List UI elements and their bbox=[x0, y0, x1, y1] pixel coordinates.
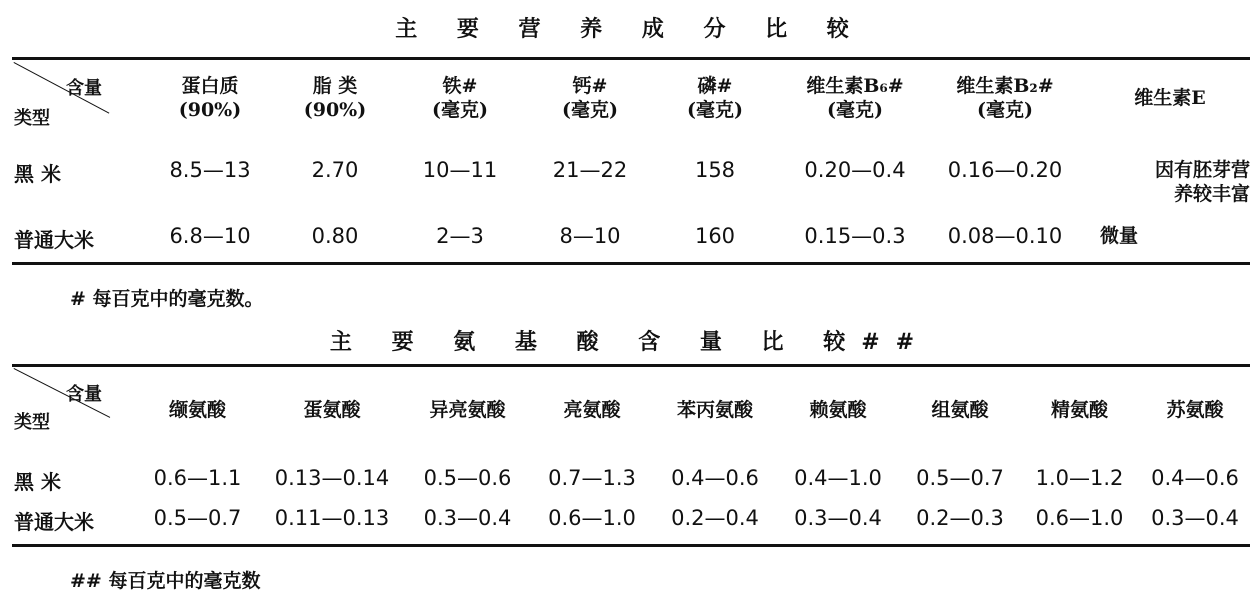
header-line1: 磷# bbox=[697, 75, 733, 97]
table1-corner-bottom: 类型 bbox=[14, 108, 50, 129]
header-line1: 蛋白质 bbox=[181, 75, 239, 97]
header-line2: (毫克) bbox=[687, 99, 743, 121]
table1-cell: 0.16—0.20 bbox=[947, 158, 1063, 182]
header-line1: 维生素B₂# bbox=[956, 75, 1054, 97]
header-line1: 维生素E bbox=[1134, 87, 1206, 109]
table2-footnote: ## 每百克中的毫克数 bbox=[70, 570, 261, 592]
table1-title: 主 要 营 养 成 分 比 较 bbox=[395, 16, 865, 42]
table1-cell: 21—22 bbox=[552, 158, 628, 182]
table2-cell: 0.4—0.6 bbox=[671, 466, 759, 490]
header-line2: (毫克) bbox=[977, 99, 1033, 121]
table1-cell: 8—10 bbox=[559, 224, 621, 248]
table2-cell: 1.0—1.2 bbox=[1035, 466, 1124, 490]
table1-top-rule bbox=[12, 57, 1250, 60]
table2-cell: 0.5—0.7 bbox=[916, 466, 1004, 490]
table2-corner-bottom: 类型 bbox=[14, 412, 50, 433]
table2-header: 苯丙氨酸 bbox=[676, 399, 753, 421]
table2-cell: 0.7—1.3 bbox=[548, 466, 636, 490]
table1-cell: 0.08—0.10 bbox=[947, 224, 1063, 248]
table2-cell: 0.6—1.0 bbox=[548, 506, 636, 530]
table1-header-calcium bbox=[535, 74, 645, 122]
table2-header: 苏氨酸 bbox=[1166, 399, 1224, 421]
table2-header: 缬氨酸 bbox=[168, 399, 226, 421]
table1-header-vitamin-b6 bbox=[790, 74, 920, 122]
table2-cell: 0.3—0.4 bbox=[1151, 506, 1239, 530]
table1-footnote: # 每百克中的毫克数。 bbox=[70, 288, 264, 310]
table1-header-fat bbox=[280, 74, 390, 122]
table1-vitamin-e-black-rice bbox=[1125, 158, 1250, 206]
table2-cell: 0.6—1.1 bbox=[153, 466, 242, 490]
table2-header: 赖氨酸 bbox=[809, 399, 867, 421]
table2-title: 主 要 氨 基 酸 含 量 比 较## bbox=[329, 329, 931, 355]
table1-cell: 10—11 bbox=[422, 158, 498, 182]
table1-cell: 0.80 bbox=[311, 224, 359, 248]
table2-top-rule bbox=[12, 364, 1250, 367]
table2-cell: 0.2—0.3 bbox=[916, 506, 1004, 530]
table1-header-vitamin-e bbox=[1100, 86, 1240, 110]
table1-cell: 160 bbox=[694, 224, 736, 248]
table2-header: 组氨酸 bbox=[931, 399, 989, 421]
header-line2: (90%) bbox=[303, 99, 367, 121]
table2-cell: 0.6—1.0 bbox=[1035, 506, 1124, 530]
table2-cell: 0.3—0.4 bbox=[794, 506, 882, 530]
table2-cell: 0.13—0.14 bbox=[274, 466, 390, 490]
table2-row1-label: 黑 米 bbox=[14, 470, 61, 494]
table1-vitamin-e-ordinary-rice: 微量 bbox=[1100, 225, 1139, 247]
table1-corner-top: 含量 bbox=[66, 78, 102, 99]
table1-cell: 0.15—0.3 bbox=[804, 224, 906, 248]
table2-cell: 0.11—0.13 bbox=[274, 506, 390, 530]
table2-header: 亮氨酸 bbox=[563, 399, 621, 421]
table1-row2-label: 普通大米 bbox=[14, 228, 94, 252]
table2-cell: 0.3—0.4 bbox=[423, 506, 512, 530]
table2-cell: 0.5—0.6 bbox=[423, 466, 512, 490]
vitamin-e-line2: 养较丰富 bbox=[1173, 183, 1250, 205]
table2-header: 精氨酸 bbox=[1050, 399, 1108, 421]
table1-cell: 2.70 bbox=[311, 158, 359, 182]
vitamin-e-line1: 因有胚芽营 bbox=[1154, 159, 1250, 181]
table1-cell: 158 bbox=[694, 158, 736, 182]
header-line2: (毫克) bbox=[562, 99, 618, 121]
table1-header-phosphorus bbox=[660, 74, 770, 122]
header-line1: 脂 类 bbox=[312, 75, 358, 97]
header-line1: 铁# bbox=[442, 75, 478, 97]
header-line2: (90%) bbox=[178, 99, 242, 121]
header-line1: 维生素B₆# bbox=[806, 75, 904, 97]
table2-header: 异亮氨酸 bbox=[429, 399, 506, 421]
table2-corner-top: 含量 bbox=[66, 384, 102, 405]
table2-header: 蛋氨酸 bbox=[303, 399, 361, 421]
table1-header-iron bbox=[405, 74, 515, 122]
table2-cell: 0.4—1.0 bbox=[794, 466, 882, 490]
table1-bottom-rule bbox=[12, 262, 1250, 265]
table1-cell: 0.20—0.4 bbox=[804, 158, 906, 182]
table1-cell: 6.8—10 bbox=[169, 224, 251, 248]
table2-cell: 0.4—0.6 bbox=[1151, 466, 1239, 490]
header-line1: 钙# bbox=[572, 75, 608, 97]
table2-bottom-rule bbox=[12, 544, 1250, 547]
table2-cell: 0.2—0.4 bbox=[671, 506, 759, 530]
table1-header-vitamin-b2 bbox=[940, 74, 1070, 122]
header-line2: (毫克) bbox=[827, 99, 883, 121]
header-line2: (毫克) bbox=[432, 99, 488, 121]
table1-row1-label: 黑 米 bbox=[14, 162, 61, 186]
table1-cell: 8.5—13 bbox=[169, 158, 251, 182]
table1-cell: 2—3 bbox=[436, 224, 484, 248]
table1-header-protein bbox=[150, 74, 270, 122]
table2-row2-label: 普通大米 bbox=[14, 510, 94, 534]
table2-cell: 0.5—0.7 bbox=[153, 506, 242, 530]
